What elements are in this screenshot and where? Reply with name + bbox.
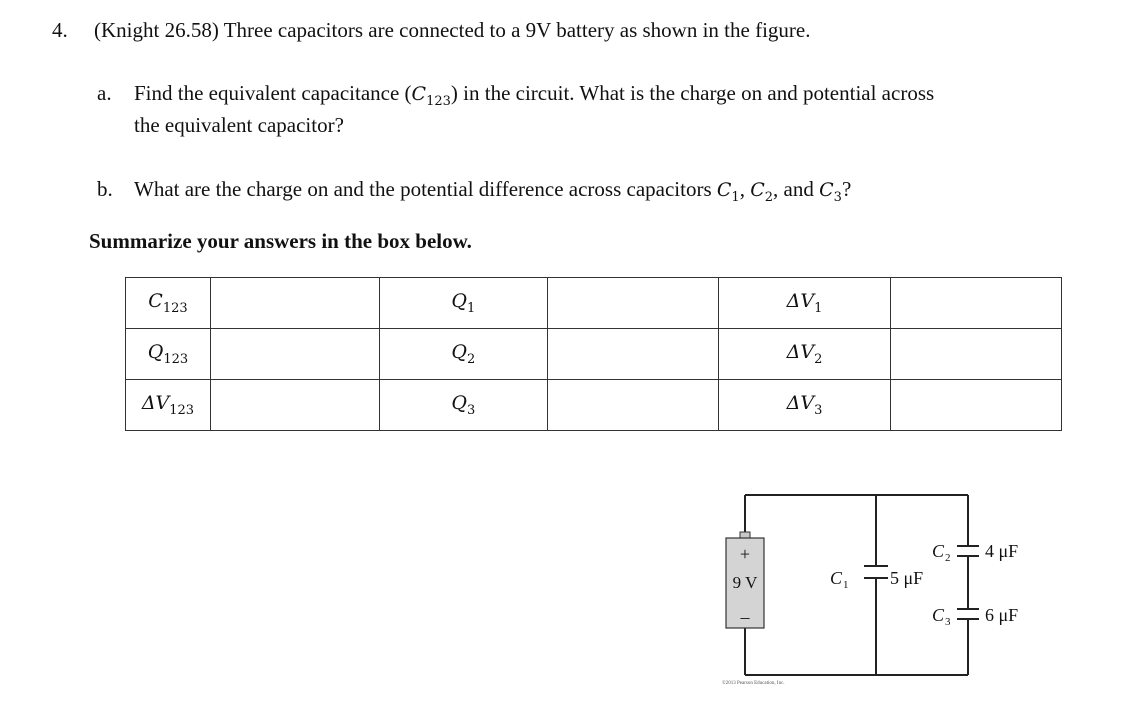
table-row: [126, 380, 1062, 431]
part-a-symbol: $C_{123}$: [411, 83, 451, 109]
c1-symbol: $C_1$: [716, 179, 740, 205]
problem-intro: (Knight 26.58) Three capacitors are connected to a 9V battery as shown in the figure.: [94, 18, 811, 42]
answer-cell-c123[interactable]: [210, 278, 379, 329]
c3-value: 6 μF: [985, 605, 1019, 625]
c2-symbol: $C_2$: [750, 179, 774, 205]
part-b-label: b.: [97, 177, 113, 201]
c3-label: C: [932, 605, 945, 625]
label-q123: $Q_{123}$: [126, 329, 211, 380]
part-a-line1: [134, 81, 934, 109]
c2-label: C: [932, 541, 945, 561]
table-row: [126, 329, 1062, 380]
capacitor-c1: [864, 566, 888, 578]
label-q2: $Q_2$: [379, 329, 548, 380]
copyright-text: ©2013 Pearson Education, Inc.: [722, 681, 785, 686]
capacitor-c2: [957, 546, 979, 556]
summary-instruction: Summarize your answers in the box below.: [89, 229, 472, 253]
c3-label-sub: 3: [945, 616, 951, 628]
part-b-text: What are the charge on and the potential difference across capacitors $C_1$, $C_2$, and $C_3$?: [134, 177, 852, 205]
answer-cell-q123[interactable]: [210, 329, 379, 380]
answer-cell-dv3[interactable]: [891, 380, 1062, 431]
c3-symbol: $C_3$: [819, 179, 842, 205]
answer-cell-dv2[interactable]: [891, 329, 1062, 380]
answer-cell-q3[interactable]: [548, 380, 719, 431]
part-a-pre: Find the equivalent capacitance (: [134, 81, 412, 105]
label-q3: $Q_3$: [379, 380, 548, 431]
part-a-post: ) in the circuit. What is the charge on and potential across: [450, 81, 935, 105]
label-dv1: $\Delta V_1$: [718, 278, 891, 329]
circuit-diagram: [700, 480, 1100, 695]
capacitor-c3: [957, 609, 979, 619]
battery-plus: +: [739, 544, 751, 564]
part-a-line2: the equivalent capacitor?: [134, 113, 344, 137]
c1-value: 5 μF: [890, 568, 924, 588]
battery-voltage: 9 V: [732, 573, 758, 592]
table-row: [126, 278, 1062, 329]
c1-label: C: [830, 568, 843, 588]
answer-cell-q2[interactable]: [548, 329, 719, 380]
label-dv123: $\Delta V_{123}$: [126, 380, 211, 431]
label-q1: $Q_1$: [379, 278, 548, 329]
label-c123: $C_{123}$: [126, 278, 211, 329]
c2-label-sub: 2: [945, 552, 951, 564]
part-a-label: a.: [97, 81, 112, 105]
label-dv2: $\Delta V_2$: [718, 329, 891, 380]
answer-cell-q1[interactable]: [548, 278, 719, 329]
battery-minus: –: [740, 607, 750, 627]
circuit-wires: [745, 495, 968, 675]
answer-cell-dv123[interactable]: [210, 380, 379, 431]
answer-table: [125, 277, 1062, 431]
c2-value: 4 μF: [985, 541, 1019, 561]
label-dv3: $\Delta V_3$: [718, 380, 891, 431]
problem-number: 4.: [52, 18, 68, 42]
answer-cell-dv1[interactable]: [891, 278, 1062, 329]
c1-label-sub: 1: [843, 579, 849, 591]
